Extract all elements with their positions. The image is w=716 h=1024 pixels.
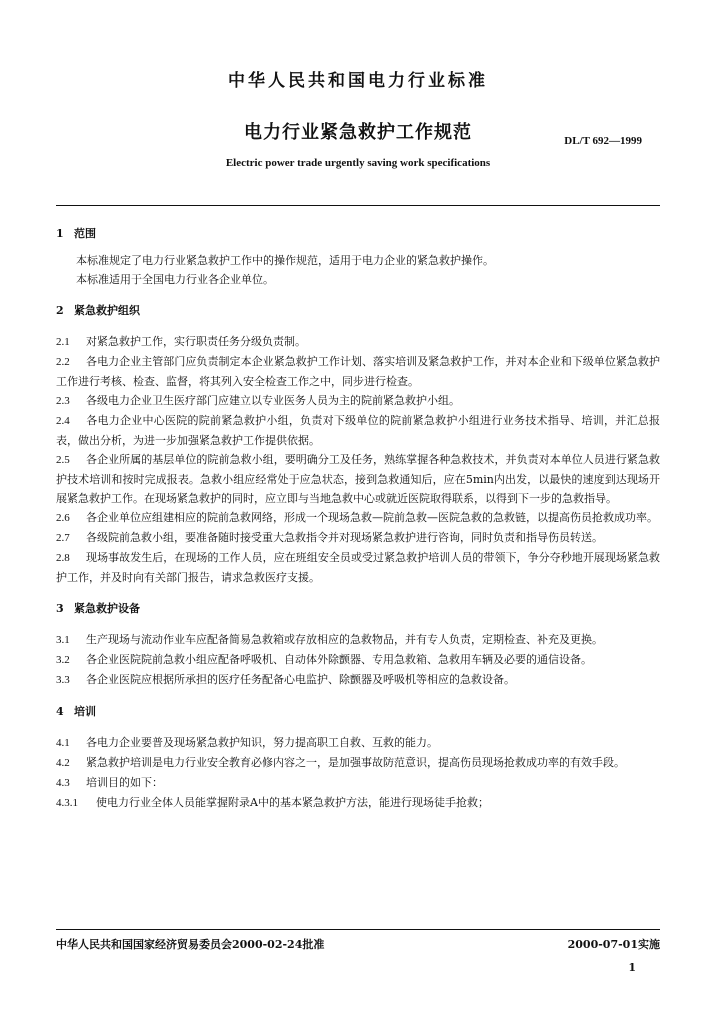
clause-number: 2.5 bbox=[56, 454, 70, 466]
clause-text: 各企业单位应组建相应的院前急救网络，形成一个现场急救—院前急救—医院急救的急救链，以提高伤员抢救成功率。 bbox=[86, 511, 658, 524]
clause-number: 3.3 bbox=[56, 674, 70, 686]
section-heading-2 bbox=[56, 301, 660, 320]
effective-date: 2000-07-01实施 bbox=[567, 938, 660, 951]
section-number: 1 bbox=[56, 227, 64, 240]
clause-text: 生产现场与流动作业车应配备简易急救箱或存放相应的急救物品，并有专人负责，定期检查、补充及更换。 bbox=[86, 633, 603, 646]
clause-text: 各级院前急救小组，要准备随时接受重大急救指令并对现场紧急救护进行咨询，同时负责和指导伤员转送。 bbox=[86, 531, 603, 544]
paragraph: 本标准规定了电力行业紧急救护工作中的操作规范，适用于电力企业的紧急救护操作。 bbox=[76, 254, 494, 267]
clause bbox=[56, 630, 660, 650]
header-divider bbox=[56, 205, 660, 206]
clause bbox=[56, 733, 660, 753]
clause bbox=[56, 793, 660, 813]
document-code: DL/T 692—1999 bbox=[564, 135, 642, 147]
clause bbox=[56, 450, 660, 508]
clause bbox=[56, 332, 660, 352]
clause bbox=[56, 650, 660, 670]
page-number: 1 bbox=[628, 961, 636, 974]
clause-number: 2.7 bbox=[56, 532, 70, 544]
clause-number: 4.2 bbox=[56, 757, 70, 769]
section-number: 4 bbox=[56, 705, 64, 718]
standard-title: 中华人民共和国电力行业标准 bbox=[228, 71, 488, 91]
section-number: 2 bbox=[56, 304, 64, 317]
clause-text: 各级电力企业卫生医疗部门应建立以专业医务人员为主的院前紧急救护小组。 bbox=[86, 394, 460, 407]
clause-number: 3.2 bbox=[56, 654, 70, 666]
clause bbox=[56, 352, 660, 391]
clause bbox=[56, 753, 660, 773]
clause-number: 4.3.1 bbox=[56, 797, 78, 809]
clause-text: 各企业医院应根据所承担的医疗任务配备心电监护、除颤器及呼吸机等相应的急救设备。 bbox=[86, 673, 515, 686]
clause-text: 使电力行业全体人员能掌握附录A中的基本紧急救护方法，能进行现场徒手抢救； bbox=[96, 796, 489, 809]
paragraph: 本标准适用于全国电力行业各企业单位。 bbox=[76, 273, 274, 286]
clause-text: 各电力企业主管部门应负责制定本企业紧急救护工作计划、落实培训及紧急救护工作，并对本企业和下级单位紧急救护工作进行考核、检查、监督，将其列入安全检查工作之中，同步进行检查。 bbox=[56, 355, 660, 388]
clause-text: 各电力企业中心医院的院前紧急救护小组，负责对下级单位的院前紧急救护小组进行业务技术指导、培训，并汇总报表，做出分析，为进一步加强紧急救护工作提供依据。 bbox=[56, 414, 660, 447]
clause bbox=[56, 508, 660, 528]
clause bbox=[56, 548, 660, 587]
clause-number: 4.3 bbox=[56, 777, 70, 789]
clause bbox=[56, 670, 660, 690]
clause-number: 2.3 bbox=[56, 395, 70, 407]
section-heading-3 bbox=[56, 599, 660, 618]
clause-number: 2.4 bbox=[56, 415, 70, 427]
clause-number: 2.8 bbox=[56, 552, 70, 564]
clause-number: 2.2 bbox=[56, 356, 70, 368]
document-body bbox=[56, 224, 660, 813]
clause-text: 对紧急救护工作，实行职责任务分级负责制。 bbox=[86, 335, 306, 348]
document-subtitle: Electric power trade urgently saving work specifications bbox=[225, 157, 491, 169]
section-heading-1 bbox=[56, 224, 660, 243]
clause-text: 紧急救护培训是电力行业安全教育必修内容之一，是加强事故防范意识，提高伤员现场抢救成功率的有效手段。 bbox=[86, 756, 625, 769]
clause bbox=[56, 391, 660, 411]
section-number: 3 bbox=[56, 602, 64, 615]
section-title: 紧急救护设备 bbox=[74, 602, 140, 615]
section-title: 范围 bbox=[74, 227, 96, 240]
section-title: 紧急救护组织 bbox=[74, 304, 140, 317]
section-title: 培训 bbox=[74, 705, 96, 718]
clause-text: 各电力企业要普及现场紧急救护知识，努力提高职工自救、互救的能力。 bbox=[86, 736, 438, 749]
clause bbox=[56, 411, 660, 450]
clause-text: 各企业医院院前急救小组应配备呼吸机、自动体外除颤器、专用急救箱、急救用车辆及必要的通信设备。 bbox=[86, 653, 592, 666]
clause-text: 培训目的如下： bbox=[86, 776, 163, 789]
clause-text: 各企业所属的基层单位的院前急救小组，要明确分工及任务，熟练掌握各种急救技术，并负责对本单位人员进行紧急救护技术培训和按时完成报表。急救小组应经常处于应急状态，接到急救通知后，应在5min内出发，以最快的速度到达现场开展紧急救护工作。在现场紧急救护的同时，应立即与当地急救中心或就近医院取得联系，以得到下一步的急救指导。 bbox=[56, 453, 660, 505]
clause-number: 2.6 bbox=[56, 512, 70, 524]
clause-text: 现场事故发生后，在现场的工作人员，应在班组安全员或受过紧急救护培训人员的带领下，争分夺秒地开展现场紧急救护工作，并及时向有关部门报告，请求急救医疗支援。 bbox=[56, 551, 660, 584]
section-heading-4 bbox=[56, 702, 660, 721]
approval-note: 中华人民共和国国家经济贸易委员会2000-02-24批准 bbox=[56, 938, 325, 951]
document-title: 电力行业紧急救护工作规范 bbox=[244, 122, 472, 143]
footer-divider bbox=[56, 929, 660, 930]
clause-number: 4.1 bbox=[56, 737, 70, 749]
clause-number: 2.1 bbox=[56, 336, 70, 348]
clause-number: 3.1 bbox=[56, 634, 70, 646]
clause bbox=[56, 528, 660, 548]
clause bbox=[56, 773, 660, 793]
